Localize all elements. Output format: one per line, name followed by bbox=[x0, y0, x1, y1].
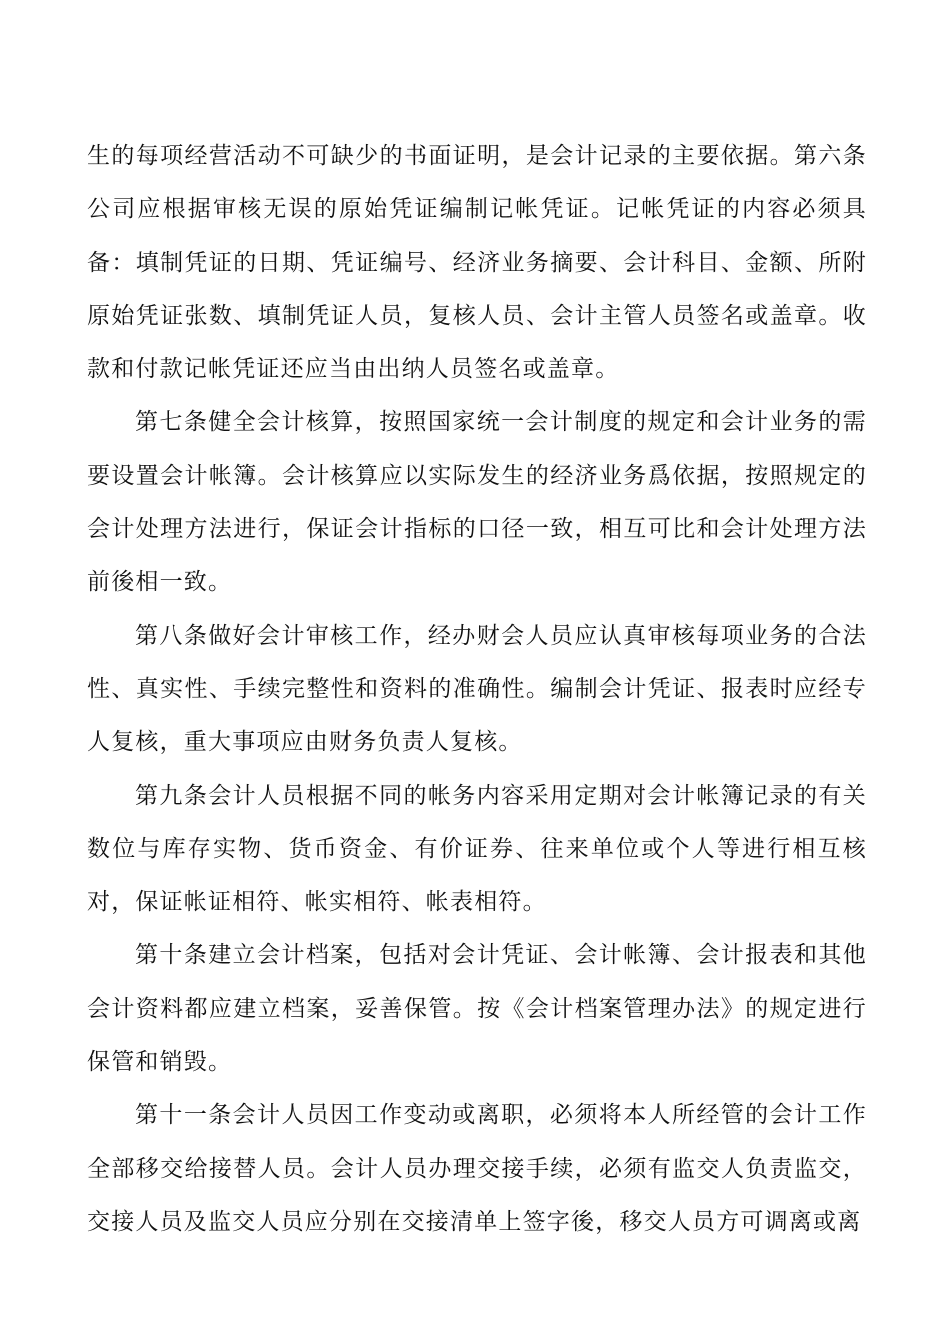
paragraph-article-11: 第十一条会计人员因工作变动或离职，必须将本人所经管的会计工作全部移交给接替人员。会计人员办理交接手续，必须有监交人负责监交，交接人员及监交人员应分别在交接清单上签字後，移交人员方可调离或离 bbox=[87, 1102, 867, 1235]
paragraph-continuation: 生的每项经营活动不可缺少的书面证明，是会计记录的主要依据。第六条公司应根据审核无误的原始凭证编制记帐凭证。记帐凭证的内容必须具备：填制凭证的日期、凭证编号、经济业务摘要、会计科目、金额、所附原始凭证张数、填制凭证人员，复核人员、会计主管人员签名或盖章。收款和付款记帐凭证还应当由出纳人员签名或盖章。 bbox=[87, 143, 867, 383]
document-body bbox=[87, 130, 867, 1249]
paragraph-article-7: 第七条健全会计核算，按照国家统一会计制度的规定和会计业务的需要设置会计帐簿。会计核算应以实际发生的经济业务爲依据，按照规定的会计处理方法进行，保证会计指标的口径一致，相互可比和会计处理方法前後相一致。 bbox=[87, 409, 867, 596]
paragraph-article-10: 第十条建立会计档案，包括对会计凭证、会计帐簿、会计报表和其他会计资料都应建立档案，妥善保管。按《会计档案管理办法》的规定进行保管和销毁。 bbox=[87, 942, 867, 1076]
paragraph-article-9: 第九条会计人员根据不同的帐务内容采用定期对会计帐簿记录的有关数位与库存实物、货币资金、有价证券、往来单位或个人等进行相互核对，保证帐证相符、帐实相符、帐表相符。 bbox=[87, 782, 867, 916]
paragraph-article-8: 第八条做好会计审核工作，经办财会人员应认真审核每项业务的合法性、真实性、手续完整性和资料的准确性。编制会计凭证、报表时应经专人复核，重大事项应由财务负责人复核。 bbox=[87, 622, 867, 756]
